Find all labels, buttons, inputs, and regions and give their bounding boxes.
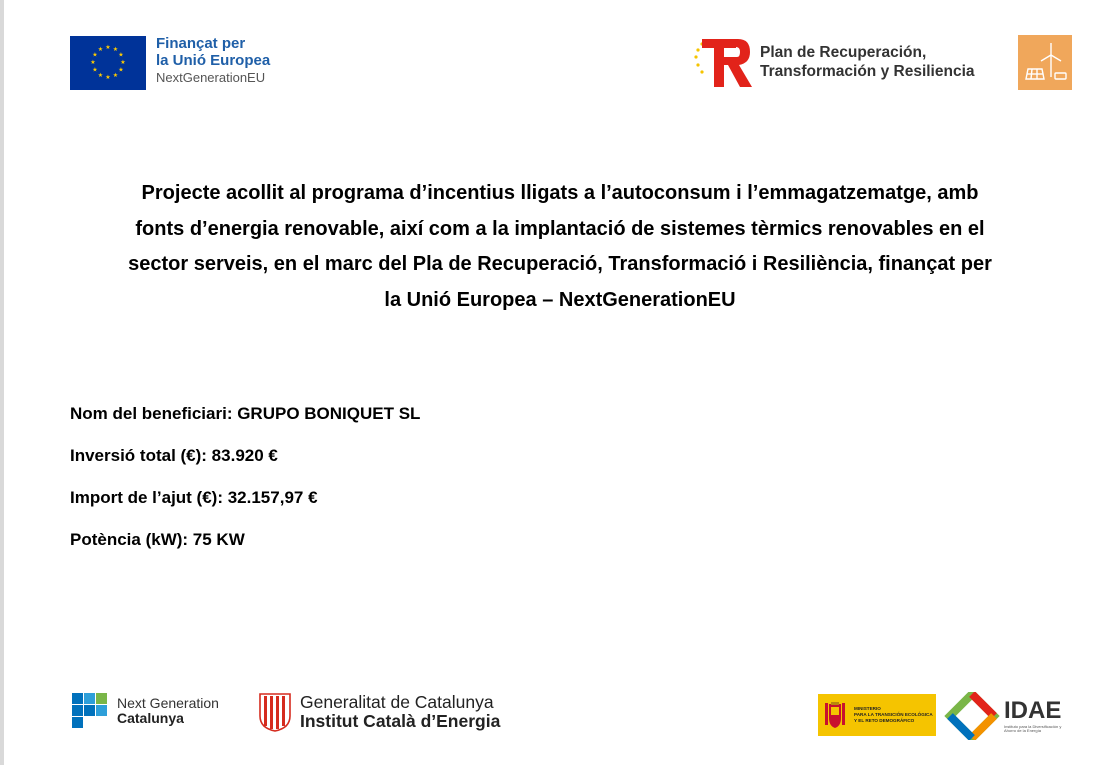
svg-text:★: ★ bbox=[90, 59, 96, 66]
prtr-tr-icon bbox=[692, 35, 754, 91]
svg-text:★: ★ bbox=[92, 66, 98, 74]
heading-line: Projecte acollit al programa d’incentius lligats a l’autoconsum i l’emmagatzematge, amb bbox=[141, 182, 979, 204]
idae-subtitle: Instituto para la Diversificación y Ahorro de la Energía bbox=[1004, 724, 1062, 733]
ministry-line3: Y EL RETO DEMOGRÁFICO bbox=[854, 717, 915, 723]
svg-text:★: ★ bbox=[92, 51, 98, 59]
heading-line: sector serveis, en el marc del Pla de Recuperació, Transformació i Resiliència, finançat per bbox=[128, 253, 992, 275]
gencat-logo-line1: Generalitat de Catalunya bbox=[300, 691, 494, 712]
eu-logo-line3: NextGenerationEU bbox=[156, 70, 266, 85]
generalitat-icaen-logo bbox=[258, 692, 500, 732]
svg-text:★: ★ bbox=[105, 74, 111, 81]
total-investment-line: Inversió total (€): 83.920 € bbox=[70, 446, 278, 465]
heading-line: la Unió Europea – NextGenerationEU bbox=[384, 288, 736, 311]
idae-diamond-icon bbox=[944, 692, 1000, 740]
power-line: Potència (kW): 75 KW bbox=[70, 530, 245, 549]
project-heading bbox=[60, 176, 1060, 318]
svg-text:★: ★ bbox=[105, 44, 111, 51]
svg-text:★: ★ bbox=[120, 59, 126, 66]
svg-text:★: ★ bbox=[118, 51, 124, 59]
eu-logo-line1: Finançat per bbox=[156, 35, 246, 52]
heading-line: fonts d’energia renovable, així com a la implantació de sistemes tèrmics renovables en el bbox=[135, 217, 985, 240]
ngc-logo-line2: Catalunya bbox=[117, 710, 184, 726]
eu-logo-line2: la Unió Europea bbox=[156, 52, 271, 69]
project-details bbox=[70, 400, 420, 568]
prtr-logo bbox=[692, 35, 975, 91]
ministry-line2: PARA LA TRANSICIÓN ECOLÓGICA bbox=[854, 712, 933, 718]
aid-amount-line: Import de l’ajut (€): 32.157,97 € bbox=[70, 488, 318, 507]
ministry-line1: MINISTERIO bbox=[854, 706, 881, 712]
next-generation-catalunya-logo bbox=[72, 693, 219, 729]
prtr-logo-line2: Transformación y Resiliencia bbox=[760, 63, 975, 80]
svg-text:★: ★ bbox=[97, 72, 104, 79]
gencat-logo-line2: Institut Català d’Energia bbox=[300, 711, 501, 731]
svg-text:★: ★ bbox=[97, 46, 104, 53]
ngc-squares-icon bbox=[72, 693, 108, 729]
spain-shield-icon bbox=[824, 700, 846, 730]
svg-text:★: ★ bbox=[112, 46, 119, 53]
eu-flag-icon bbox=[70, 36, 146, 90]
ngc-logo-line1: Next Generation bbox=[117, 695, 219, 712]
idae-logo bbox=[944, 692, 1064, 740]
eu-funding-logo bbox=[70, 36, 270, 90]
svg-text:★: ★ bbox=[112, 72, 119, 79]
prtr-logo-line1: Plan de Recuperación, bbox=[760, 44, 927, 62]
ministry-logo bbox=[818, 694, 936, 736]
page-edge bbox=[0, 0, 4, 765]
wind-solar-icon bbox=[1018, 35, 1072, 90]
beneficiary-line: Nom del beneficiari: GRUPO BONIQUET SL bbox=[70, 404, 421, 423]
svg-text:★: ★ bbox=[118, 66, 124, 74]
senyera-icon bbox=[258, 692, 292, 732]
idae-wordmark: IDAE bbox=[1004, 697, 1062, 724]
